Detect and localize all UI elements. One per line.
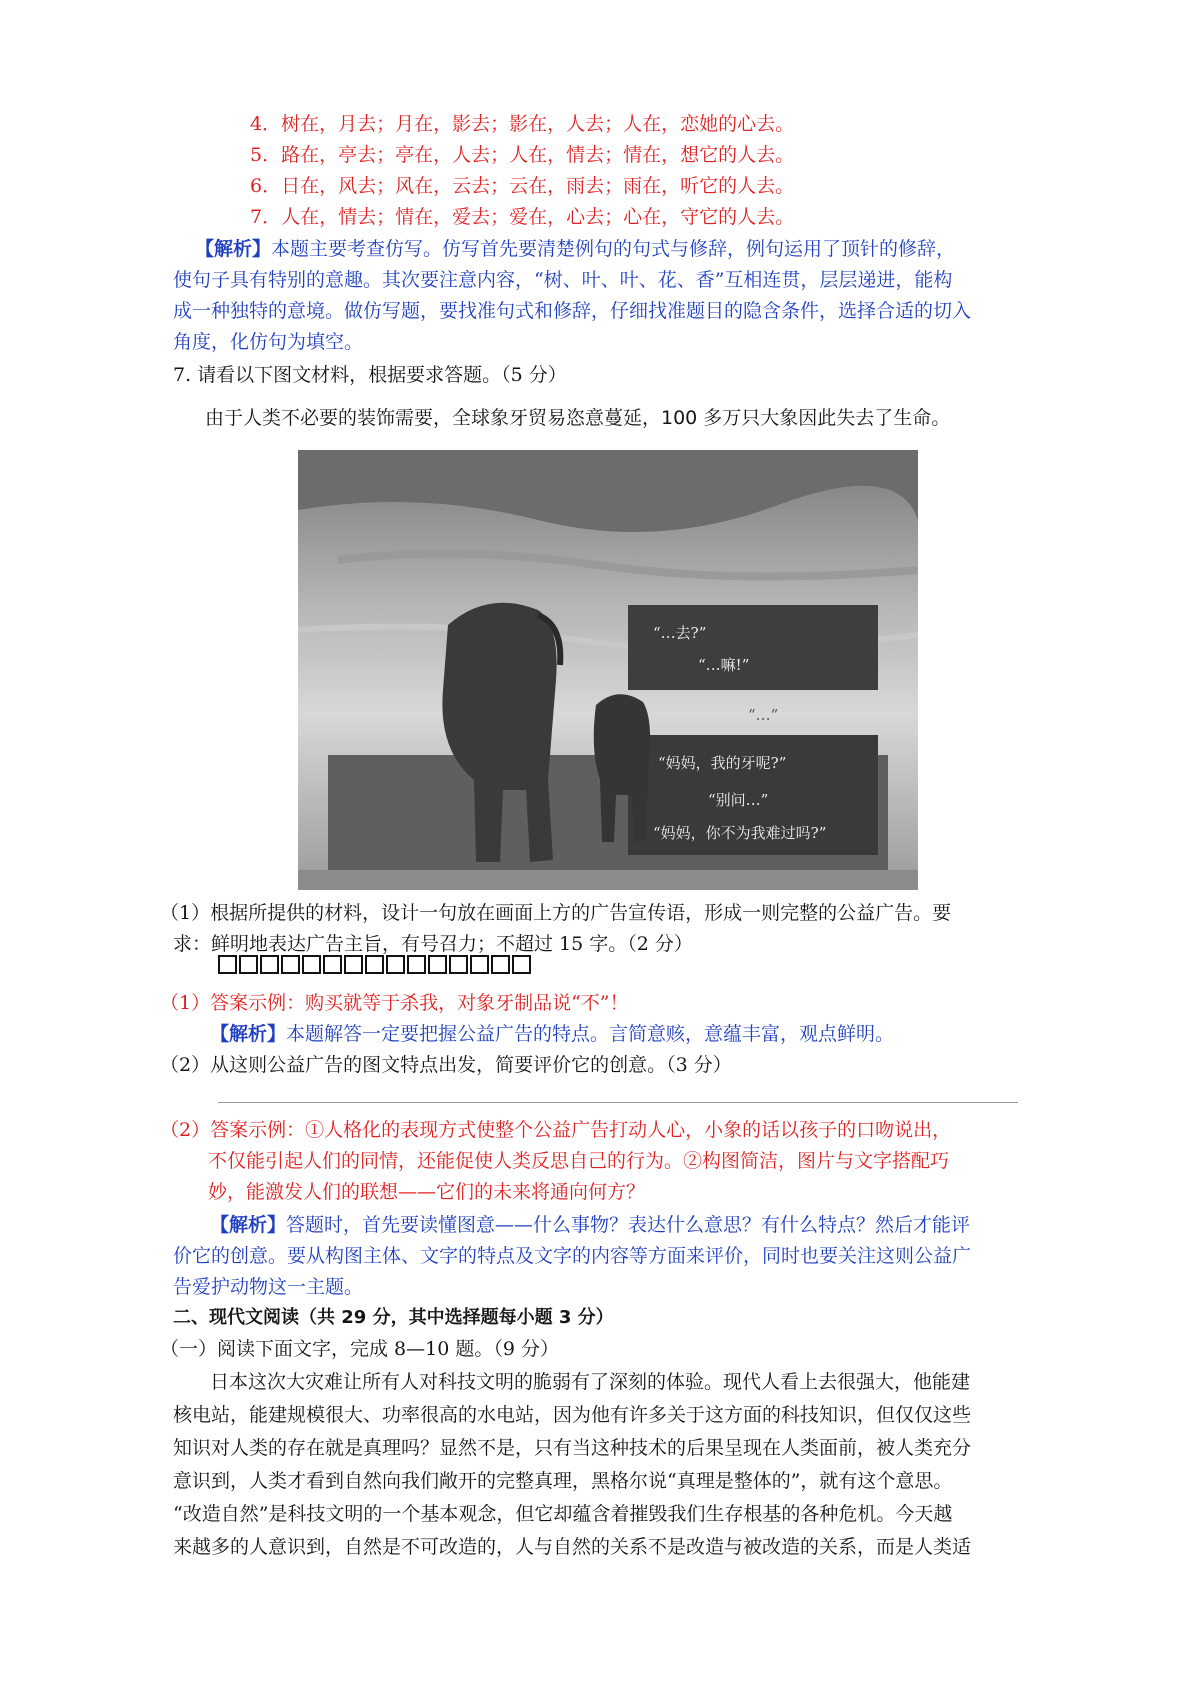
analysis-paragraph-line: 成一种独特的意境。做仿写题，要找准句式和修辞，仔细找准题目的隐含条件，选择合适的切入 xyxy=(173,300,972,322)
analysis-answer-2-line: 价它的创意。要从构图主体、文字的特点及文字的内容等方面来评价，同时也要关注这则公益广 xyxy=(173,1245,972,1267)
speech-bubble: “妈妈，你不为我难过吗?” xyxy=(653,824,827,842)
answer-line-7: 7．人在，情去；情在，爱去；爱在，心去；心在，守它的人去。 xyxy=(250,206,795,228)
analysis-answer-2-line: 【解析】答题时，首先要读懂图意——什么事物？表达什么意思？有什么特点？然后才能评 xyxy=(210,1214,971,1236)
speech-bubble: “妈妈，我的牙呢?” xyxy=(658,754,787,772)
answer-2-line: （2）答案示例：①人格化的表现方式使整个公益广告打动人心，小象的话以孩子的口吻说出， xyxy=(160,1119,952,1141)
passage-line: 知识对人类的存在就是真理吗？显然不是，只有当这种技术的后果呈现在人类面前，被人类充分 xyxy=(173,1437,972,1459)
answer-box[interactable] xyxy=(470,955,489,974)
subquestion-2: （2）从这则公益广告的图文特点出发，简要评价它的创意。（3 分） xyxy=(160,1054,732,1076)
analysis-answer-1: 【解析】本题解答一定要把握公益广告的特点。言简意赅，意蕴丰富，观点鲜明。 xyxy=(210,1023,895,1045)
answer-2-line: 不仅能引起人们的同情，还能促使人类反思自己的行为。②构图简洁，图片与文字搭配巧 xyxy=(208,1150,950,1172)
speech-bubble: “…去?” xyxy=(653,624,707,642)
answer-box[interactable] xyxy=(218,955,237,974)
passage-line: 意识到，人类才看到自然向我们敞开的完整真理，黑格尔说“真理是整体的”，就有这个意思。 xyxy=(173,1470,953,1492)
elephant-ad-photo xyxy=(298,450,918,890)
passage-line: 日本这次大灾难让所有人对科技文明的脆弱有了深刻的体验。现代人看上去很强大，他能建 xyxy=(210,1371,971,1393)
analysis-answer-2-line: 告爱护动物这一主题。 xyxy=(173,1276,364,1298)
answer-boxes xyxy=(218,955,531,974)
answer-line-6: 6．日在，风去；风在，云去；云在，雨去；雨在，听它的人去。 xyxy=(250,175,795,197)
subquestion-1-line: 求：鲜明地表达广告主旨，有号召力；不超过 15 字。（2 分） xyxy=(173,933,693,955)
analysis-paragraph-line: 角度，化仿句为填空。 xyxy=(173,331,364,353)
answer-box[interactable] xyxy=(491,955,510,974)
answer-box[interactable] xyxy=(386,955,405,974)
answer-box[interactable] xyxy=(239,955,258,974)
speech-bubble: “…嘛!” xyxy=(698,656,750,674)
part-1-instruction: （一）阅读下面文字，完成 8—10 题。（9 分） xyxy=(160,1338,559,1360)
speech-bubble: “别问…” xyxy=(708,791,769,809)
answer-line-4: 4．树在，月去；月在，影去；影在，人去；人在，恋她的心去。 xyxy=(250,113,795,135)
analysis-paragraph-line: 【解析】本题主要考查仿写。仿写首先要清楚例句的句式与修辞，例句运用了顶针的修辞， xyxy=(195,238,956,260)
image-caption: 由于人类不必要的装饰需要，全球象牙贸易恣意蔓延，100 多万只大象因此失去了生命。 xyxy=(205,407,951,429)
answer-line-5: 5．路在，亭去；亭在，人去；人在，情去；情在，想它的人去。 xyxy=(250,144,795,166)
answer-box[interactable] xyxy=(407,955,426,974)
answer-box[interactable] xyxy=(323,955,342,974)
answer-box[interactable] xyxy=(344,955,363,974)
speech-bubble: “…” xyxy=(748,706,779,724)
answer-blank-line xyxy=(218,1102,1018,1103)
answer-box[interactable] xyxy=(260,955,279,974)
answer-box[interactable] xyxy=(512,955,531,974)
analysis-tag: 【解析】 xyxy=(195,238,272,260)
analysis-paragraph-line: 使句子具有特别的意趣。其次要注意内容，“树、叶、叶、花、香”互相连贯，层层递进，能构 xyxy=(173,269,953,291)
answer-box[interactable] xyxy=(302,955,321,974)
answer-box[interactable] xyxy=(281,955,300,974)
question-7-stem: 7. 请看以下图文材料，根据要求答题。（5 分） xyxy=(173,364,567,386)
answer-box[interactable] xyxy=(449,955,468,974)
answer-1: （1）答案示例：购买就等于杀我，对象牙制品说“不”！ xyxy=(160,992,629,1014)
answer-box[interactable] xyxy=(365,955,384,974)
answer-box[interactable] xyxy=(428,955,447,974)
passage-line: “改造自然”是科技文明的一个基本观念，但它却蕴含着摧毁我们生存根基的各种危机。今天越 xyxy=(173,1503,953,1525)
answer-2-line: 妙，能激发人们的联想——它们的未来将通向何方？ xyxy=(208,1181,646,1203)
passage-line: 核电站，能建规模很大、功率很高的水电站，因为他有许多关于这方面的科技知识，但仅仅这些 xyxy=(173,1404,972,1426)
passage-line: 来越多的人意识到，自然是不可改造的，人与自然的关系不是改造与被改造的关系，而是人类适 xyxy=(173,1536,972,1558)
section-heading: 二、现代文阅读（共 29 分，其中选择题每小题 3 分） xyxy=(173,1307,614,1328)
subquestion-1-line: （1）根据所提供的材料，设计一句放在画面上方的广告宣传语，形成一则完整的公益广告。要 xyxy=(160,902,952,924)
